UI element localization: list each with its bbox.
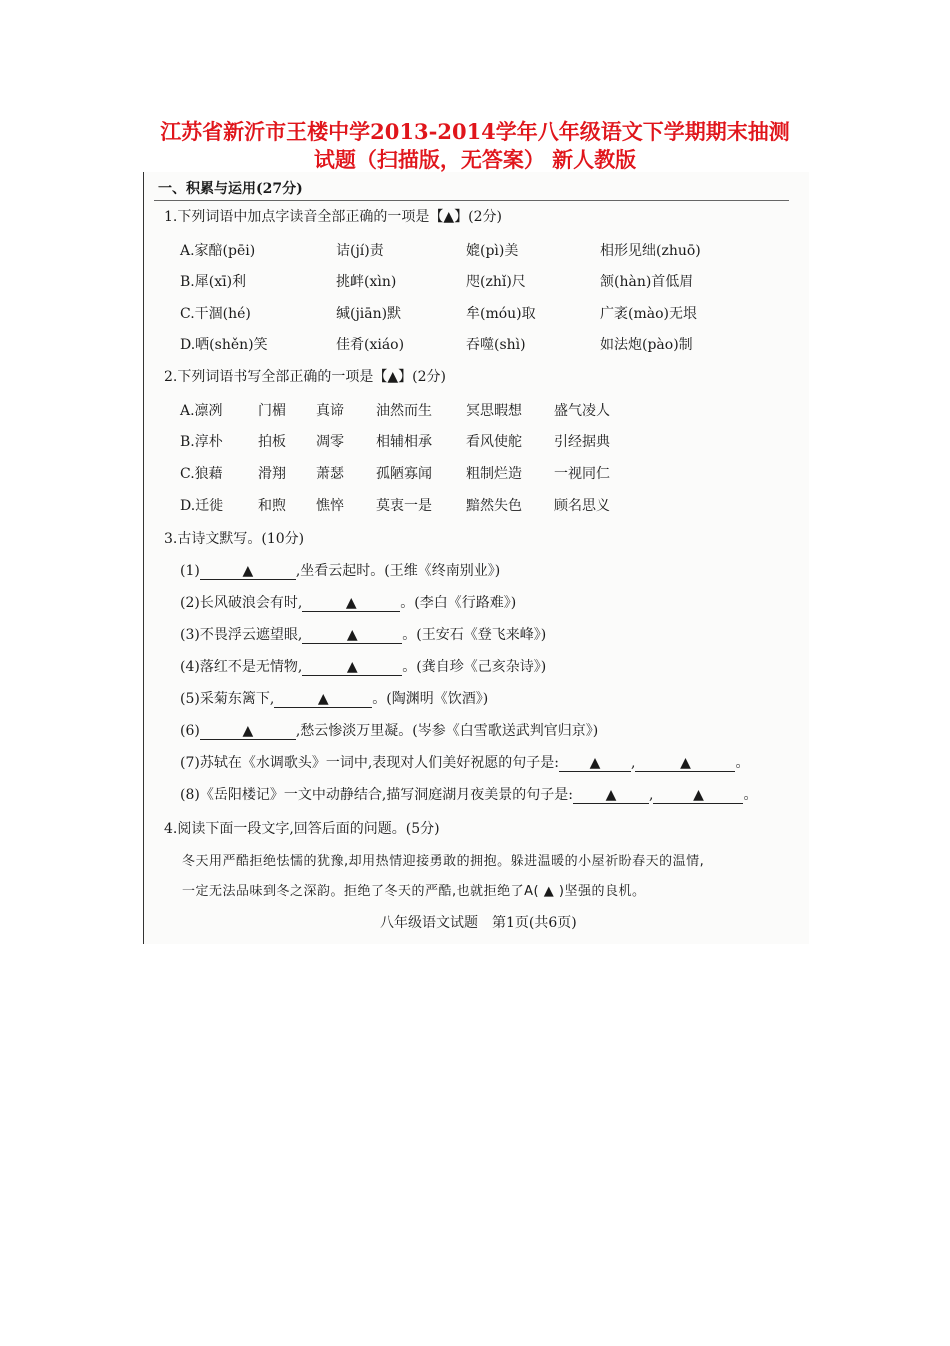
answer-blank[interactable]: ▲ xyxy=(274,691,372,708)
q2-cell: 和煦 xyxy=(258,498,286,514)
poem-line-2: (2)长风破浪会有时, ▲ 。(李白《行路难》) xyxy=(180,595,517,611)
answer-blank[interactable]: ▲ xyxy=(200,723,296,740)
q1-cell: 诘(jí)责 xyxy=(336,243,384,259)
q1-option-row xyxy=(180,240,780,262)
q1-cell: 挑衅(xìn) xyxy=(336,274,397,290)
q1-cell: 吞噬(shì) xyxy=(466,337,526,353)
q2-cell: 黯然失色 xyxy=(466,498,522,514)
q2-cell: 粗制烂造 xyxy=(466,466,522,482)
q1-cell: D.哂(shěn)笑 xyxy=(180,337,268,353)
q2-cell: 凋零 xyxy=(316,434,344,450)
answer-blank[interactable]: ▲ xyxy=(653,787,743,804)
answer-blank[interactable]: ▲ xyxy=(543,884,555,899)
q2-cell: 油然而生 xyxy=(376,403,432,419)
question-1-prompt: 1.下列词语中加点字读音全部正确的一项是【▲】(2分) xyxy=(164,209,502,225)
q2-option-row xyxy=(180,463,780,485)
answer-blank[interactable]: ▲ xyxy=(302,627,402,644)
q2-cell: 孤陋寡闻 xyxy=(376,466,432,482)
poem-line-3: (3)不畏浮云遮望眼, ▲ 。(王安石《登飞来峰》) xyxy=(180,627,547,643)
q2-cell: 真谛 xyxy=(316,403,344,419)
q1-cell: 媲(pì)美 xyxy=(466,243,519,259)
q2-option-row xyxy=(180,431,780,453)
q1-cell: 牟(móu)取 xyxy=(466,306,536,322)
q2-cell: 拍板 xyxy=(258,434,286,450)
q1-cell: 缄(jiān)默 xyxy=(336,306,402,322)
q2-cell: C.狼藉 xyxy=(180,466,223,482)
q2-cell: 憔悴 xyxy=(316,498,344,514)
q1-cell: 相形见绌(zhuō) xyxy=(600,243,701,259)
q2-cell: 萧瑟 xyxy=(316,466,344,482)
poem-line-8: (8)《岳阳楼记》一文中动静结合,描写洞庭湖月夜美景的句子是: ▲ , ▲ 。 xyxy=(180,787,758,803)
section-divider xyxy=(154,200,789,201)
document-title xyxy=(120,118,830,174)
q2-cell: 滑翔 xyxy=(258,466,286,482)
title-line-1: 江苏省新沂市王楼中学2013-2014学年八年级语文下学期期末抽测 xyxy=(160,119,790,144)
q2-cell: 顾名思义 xyxy=(554,498,610,514)
q1-cell: B.犀(xī)利 xyxy=(180,274,247,290)
q1-option-row xyxy=(180,334,780,356)
q2-cell: 引经据典 xyxy=(554,434,610,450)
q2-cell: 相辅相承 xyxy=(376,434,432,450)
answer-blank[interactable]: ▲ xyxy=(302,595,400,612)
question-3-prompt: 3.古诗文默写。(10分) xyxy=(164,531,305,547)
question-2-prompt: 2.下列词语书写全部正确的一项是【▲】(2分) xyxy=(164,369,446,385)
q2-cell: 冥思暇想 xyxy=(466,403,522,419)
q2-option-row xyxy=(180,400,780,422)
q1-cell: 咫(zhǐ)尺 xyxy=(466,274,526,290)
answer-blank[interactable]: ▲ xyxy=(573,787,649,804)
q1-option-row xyxy=(180,303,780,325)
q2-option-row xyxy=(180,495,780,517)
scanned-exam-page xyxy=(143,172,809,944)
answer-blank[interactable]: ▲ xyxy=(635,755,735,772)
poem-line-6: (6) ▲ ,愁云惨淡万里凝。(岑参《白雪歌送武判官归京》) xyxy=(180,723,599,739)
reading-paragraph-line-1: 冬天用严酷拒绝怯懦的犹豫,却用热情迎接勇敢的拥抱。躲进温暖的小屋祈盼春天的温情, xyxy=(182,854,705,869)
answer-blank[interactable]: ▲ xyxy=(302,659,402,676)
reading-paragraph-line-2: 一定无法品味到冬之深韵。拒绝了冬天的严酷,也就拒绝了A( ▲ )坚强的良机。 xyxy=(182,884,646,899)
q1-option-row xyxy=(180,271,780,293)
q2-cell: 看风使舵 xyxy=(466,434,522,450)
q1-cell: A.家醅(pēi) xyxy=(180,243,256,259)
q2-cell: D.迁徙 xyxy=(180,498,224,514)
question-4-prompt: 4.阅读下面一段文字,回答后面的问题。(5分) xyxy=(164,821,440,837)
q1-cell: 佳肴(xiáo) xyxy=(336,337,405,353)
section-heading: 一、积累与运用(27分) xyxy=(158,181,303,197)
q1-cell: 颔(hàn)首低眉 xyxy=(600,274,694,290)
q2-cell: 一视同仁 xyxy=(554,466,610,482)
q2-cell: A.凛冽 xyxy=(180,403,223,419)
q1-cell: 如法炮(pào)制 xyxy=(600,337,693,353)
poem-line-1: (1) ▲ ,坐看云起时。(王维《终南别业》) xyxy=(180,563,501,579)
poem-line-4: (4)落红不是无情物, ▲ 。(龚自珍《己亥杂诗》) xyxy=(180,659,547,675)
poem-line-5: (5)采菊东篱下, ▲ 。(陶渊明《饮酒》) xyxy=(180,691,489,707)
q2-cell: 盛气凌人 xyxy=(554,403,610,419)
q2-cell: 门楣 xyxy=(258,403,286,419)
title-line-2: 试题（扫描版，无答案） 新人教版 xyxy=(313,147,637,172)
q1-cell: 广袤(mào)无垠 xyxy=(600,306,697,322)
q2-cell: 莫衷一是 xyxy=(376,498,432,514)
answer-blank[interactable]: ▲ xyxy=(200,563,296,580)
answer-blank[interactable]: ▲ xyxy=(559,755,631,772)
q1-cell: C.干涸(hé) xyxy=(180,306,251,322)
q2-cell: B.淳朴 xyxy=(180,434,223,450)
poem-line-7: (7)苏轼在《水调歌头》一词中,表现对人们美好祝愿的句子是: ▲ , ▲ 。 xyxy=(180,755,750,771)
page-footer: 八年级语文试题 第1页(共6页) xyxy=(380,915,577,931)
